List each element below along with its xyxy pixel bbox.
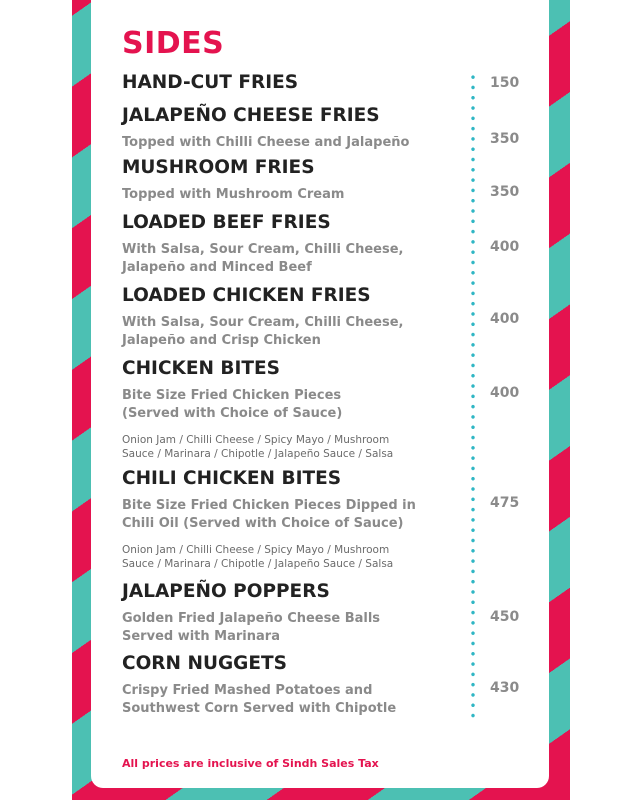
- item-price: 400: [490, 311, 520, 327]
- item-description: With Salsa, Sour Cream, Chilli Cheese, Jalapeño and Minced Beef: [122, 242, 404, 275]
- item-description: Topped with Chilli Cheese and Jalapeño: [122, 135, 410, 150]
- item-price: 350: [490, 131, 520, 147]
- item-name: LOADED BEEF FRIES: [122, 212, 331, 233]
- item-name: CHICKEN BITES: [122, 358, 280, 379]
- item-description: Bite Size Fried Chicken Pieces Dipped in Chili Oil (Served with Choice of Sauce): [122, 498, 416, 531]
- menu-item-jalapeno-poppers: [122, 580, 462, 646]
- dotted-divider: [471, 72, 475, 722]
- sauce-options: Onion Jam / Chilli Cheese / Spicy Mayo / Mushroom Sauce / Marinara / Chipotle / Jalapeño Sauce / Salsa: [122, 434, 394, 460]
- item-price: 475: [490, 495, 520, 511]
- item-description: Crispy Fried Mashed Potatoes and Southwest Corn Served with Chipotle: [122, 683, 397, 716]
- item-name: LOADED CHICKEN FRIES: [122, 285, 371, 306]
- item-price: 400: [490, 239, 520, 255]
- item-price: 350: [490, 184, 520, 200]
- menu-item-loaded-beef-fries: [122, 211, 462, 277]
- item-price: 400: [490, 385, 520, 401]
- item-description: Topped with Mushroom Cream: [122, 187, 345, 202]
- item-name: CORN NUGGETS: [122, 653, 287, 674]
- item-price: 150: [490, 75, 520, 91]
- sauce-options: Onion Jam / Chilli Cheese / Spicy Mayo / Mushroom Sauce / Marinara / Chipotle / Jalapeño Sauce / Salsa: [122, 544, 394, 570]
- item-description: Bite Size Fried Chicken Pieces (Served with Choice of Sauce): [122, 388, 343, 421]
- menu-item-jalapeno-cheese-fries: [122, 104, 462, 152]
- menu-item-mushroom-fries: [122, 156, 462, 204]
- item-name: HAND-CUT FRIES: [122, 72, 299, 93]
- menu-item-loaded-chicken-fries: [122, 284, 462, 350]
- menu-item-chili-chicken-bites: [122, 467, 462, 571]
- item-name: JALAPEÑO POPPERS: [122, 581, 330, 602]
- item-description: Golden Fried Jalapeño Cheese Balls Served with Marinara: [122, 611, 381, 644]
- item-name: CHILI CHICKEN BITES: [122, 468, 342, 489]
- menu-item-hand-cut-fries: [122, 71, 462, 95]
- item-name: MUSHROOM FRIES: [122, 157, 315, 178]
- tax-note: All prices are inclusive of Sindh Sales Tax: [122, 757, 379, 770]
- item-name: JALAPEÑO CHEESE FRIES: [122, 105, 380, 126]
- menu-item-chicken-bites: [122, 357, 462, 461]
- menu-item-corn-nuggets: [122, 652, 462, 718]
- section-title: SIDES: [122, 26, 225, 61]
- item-description: With Salsa, Sour Cream, Chilli Cheese, Jalapeño and Crisp Chicken: [122, 315, 404, 348]
- item-price: 430: [490, 680, 520, 696]
- item-price: 450: [490, 609, 520, 625]
